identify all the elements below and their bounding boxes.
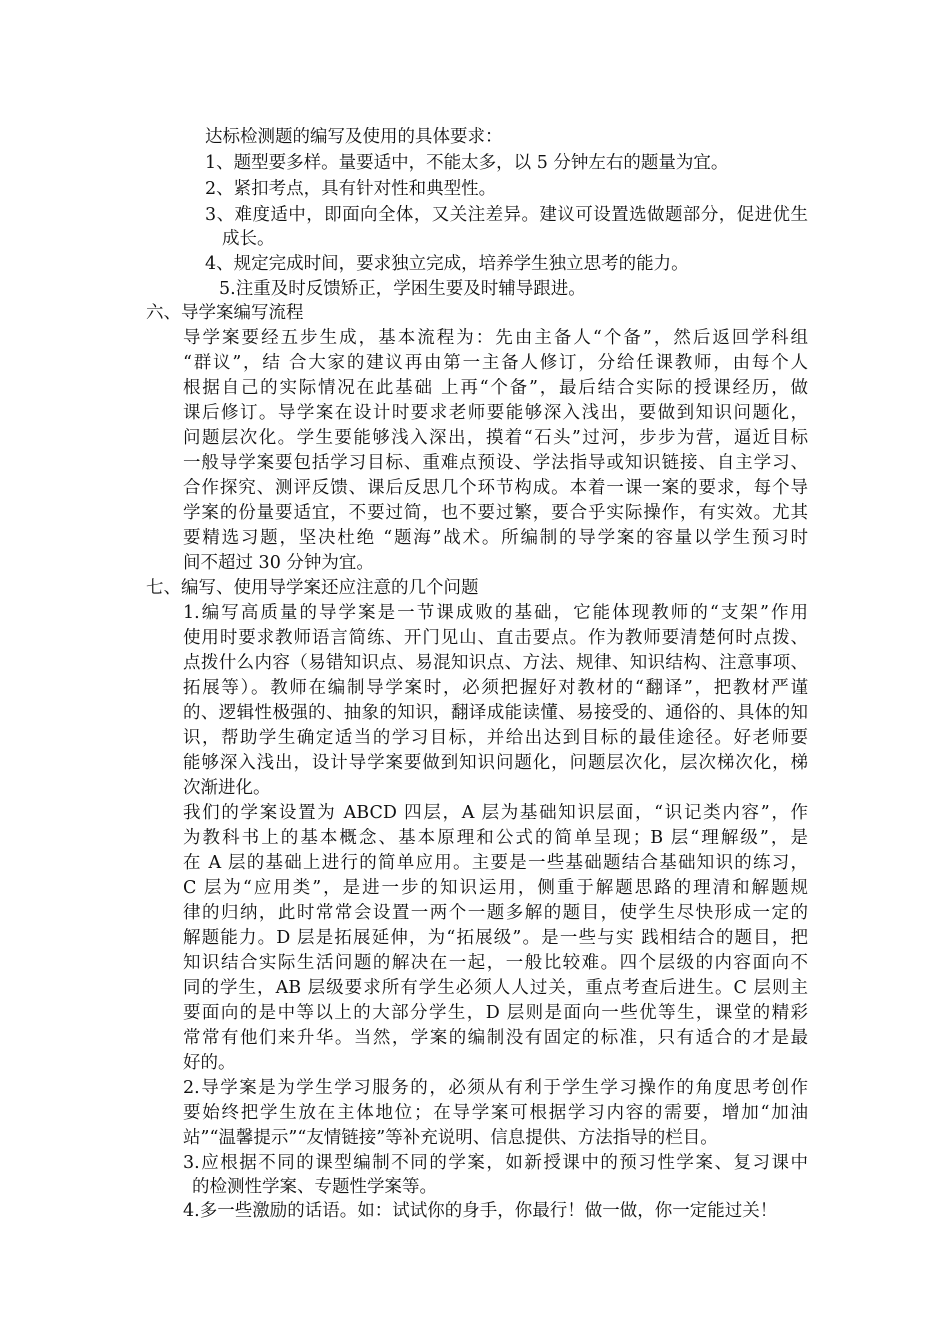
text-line: 4.多一些激励的话语。如：试试你的身手，你最行！做一做，你一定能过关！ <box>183 1201 778 1221</box>
text-line: 合作探究、测评反馈、课后反思几个环节构成。本着一课一案的要求，每个导 <box>183 478 808 498</box>
text-line: 同的学生，AB 层级要求所有学生必须人人过关，重点考查后进生。C 层则主 <box>183 978 808 998</box>
text-line: 3、难度适中，即面向全体，又关注差异。建议可设置选做题部分，促进优生 <box>205 205 808 225</box>
text-line: 4、规定完成时间，要求独立完成，培养学生独立思考的能力。 <box>205 254 689 274</box>
section-heading: 七、编写、使用导学案还应注意的几个问题 <box>146 578 479 598</box>
text-line: 为教科书上的基本概念、基本原理和公式的简单呈现；B 层“理解级”，是 <box>183 828 808 848</box>
text-line: 达标检测题的编写及使用的具体要求： <box>205 127 503 147</box>
text-line: 要精选习题，坚决杜绝 “题海”战术。所编制的导学案的容量以学生预习时 <box>183 528 808 548</box>
text-line: 解题能力。D 层是拓展延伸，为“拓展级”。是一些与实 践相结合的题目，把 <box>183 928 808 948</box>
text-line: 5.注重及时反馈矫正，学困生要及时辅导跟进。 <box>219 279 586 299</box>
text-line: 2.导学案是为学生学习服务的，必须从有利于学生学习操作的角度思考创作 <box>183 1078 808 1098</box>
section-heading: 六、导学案编写流程 <box>146 303 304 323</box>
text-line: 2、紧扣考点，具有针对性和典型性。 <box>205 179 497 199</box>
text-line: 我们的学案设置为 ABCD 四层，A 层为基础知识层面，“识记类内容”，作 <box>183 803 808 823</box>
text-line: 次渐进化。 <box>183 778 271 798</box>
text-line: 拓展等）。教师在编制导学案时，必须把握好对教材的“翻译”，把教材严谨 <box>183 678 808 698</box>
text-line: “群议”，结 合大家的建议再由第一主备人修订，分给任课教师，由每个人 <box>183 353 808 373</box>
text-line: 1.编写高质量的导学案是一节课成败的基础，它能体现教师的“支架”作用 <box>183 603 808 623</box>
text-line: 根据自己的实际情况在此基础 上再“个备”，最后结合实际的授课经历，做 <box>183 378 808 398</box>
text-line: 律的归纳，此时常常会设置一两个一题多解的题目，使学生尽快形成一定的 <box>183 903 808 923</box>
text-line: 间不超过 30 分钟为宜。 <box>183 553 374 573</box>
text-line: 能够深入浅出，设计导学案要做到知识问题化，问题层次化，层次梯次化，梯 <box>183 753 808 773</box>
text-line: C 层为“应用类”，是进一步的知识运用，侧重于解题思路的理清和解题规 <box>183 878 808 898</box>
text-line: 的检测性学案、专题性学案等。 <box>192 1177 437 1197</box>
text-line: 导学案要经五步生成，基本流程为：先由主备人“个备”，然后返回学科组 <box>183 328 808 348</box>
text-line: 一般导学案要包括学习目标、重难点预设、学法指导或知识链接、自主学习、 <box>183 453 808 473</box>
text-line: 常常有他们来升华。当然，学案的编制没有固定的标准，只有适合的才是最 <box>183 1028 808 1048</box>
text-line: 知识结合实际生活问题的解决在一起，一般比较难。四个层级的内容面向不 <box>183 953 808 973</box>
text-line: 要面向的是中等以上的大部分学生，D 层则是面向一些优等生，课堂的精彩 <box>183 1003 808 1023</box>
text-line: 的、逻辑性极强的、抽象的知识，翻译成能读懂、易接受的、通俗的、具体的知 <box>183 703 808 723</box>
text-line: 使用时要求教师语言简练、开门见山、直击要点。作为教师要清楚何时点拨、 <box>183 628 808 648</box>
text-line: 站”“温馨提示”“友情链接”等补充说明、信息提供、方法指导的栏目。 <box>183 1128 718 1148</box>
text-line: 学案的份量要适宜，不要过简，也不要过繁，要合乎实际操作，有实效。尤其 <box>183 503 808 523</box>
text-line: 成长。 <box>222 229 275 249</box>
text-line: 好的。 <box>183 1053 236 1073</box>
text-line: 要始终把学生放在主体地位；在导学案可根据学习内容的需要，增加“加油 <box>183 1103 808 1123</box>
text-line: 识，帮助学生确定适当的学习目标，并给出达到目标的最佳途径。好老师要 <box>183 728 808 748</box>
text-line: 在 A 层的基础上进行的简单应用。主要是一些基础题结合基础知识的练习， <box>183 853 808 873</box>
text-line: 问题层次化。学生要能够浅入深出，摸着“石头”过河，步步为营，逼近目标 <box>183 428 808 448</box>
text-line: 3.应根据不同的课型编制不同的学案，如新授课中的预习性学案、复习课中 <box>183 1153 808 1173</box>
text-line: 点拨什么内容（易错知识点、易混知识点、方法、规律、知识结构、注意事项、 <box>183 653 808 673</box>
text-line: 课后修订。导学案在设计时要求老师要能够深入浅出，要做到知识问题化， <box>183 403 808 423</box>
text-line: 1、题型要多样。量要适中，不能太多，以 5 分钟左右的题量为宜。 <box>205 153 729 173</box>
